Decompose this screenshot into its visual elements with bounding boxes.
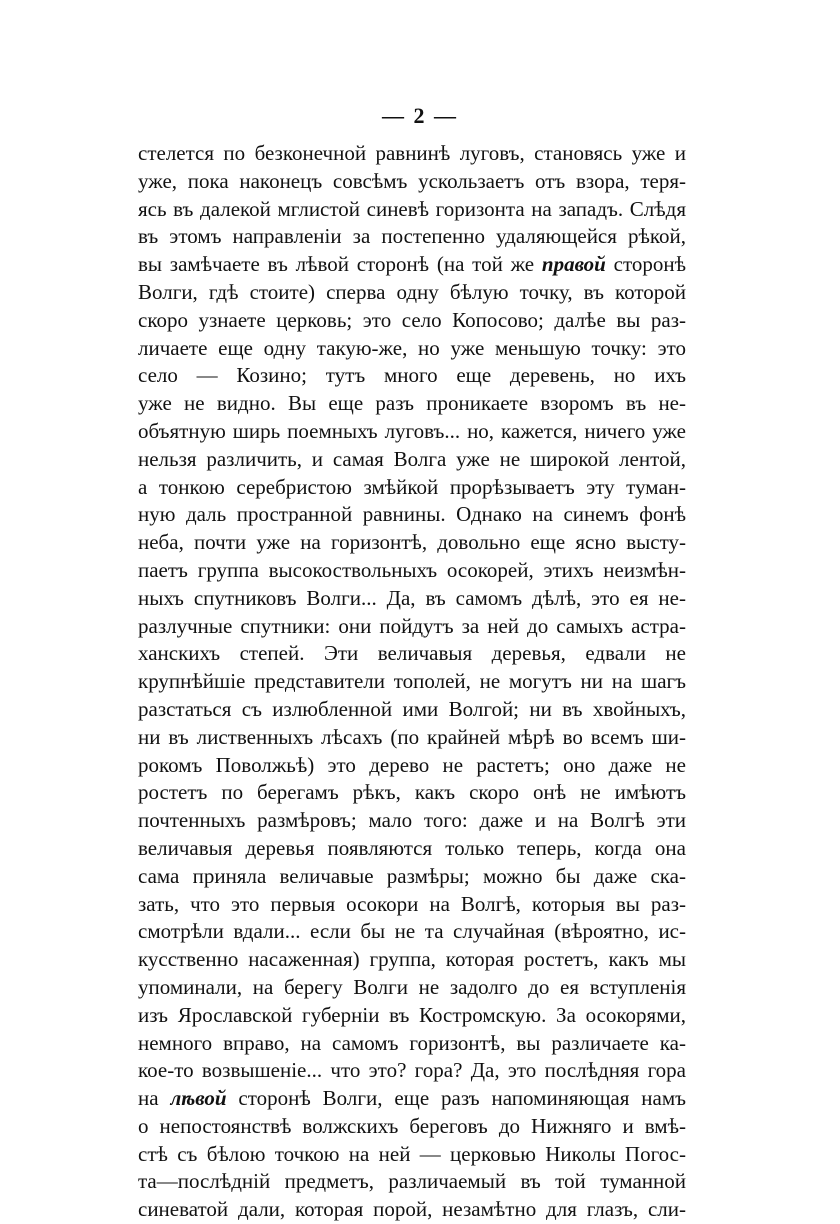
text-line: Волги, гдѣ стоите) сперва одну бѣлую точку, въ которой — [138, 279, 686, 304]
text-line: та—послѣдній предметъ, различаемый въ той туманной — [138, 1169, 686, 1194]
text-line: ную даль пространной равнины. Однако на синемъ фонѣ — [138, 502, 686, 527]
text-line: скоро узнаете церковь; это село Копосово; далѣе вы раз- — [138, 307, 686, 332]
text-line: разлучные спутники: они пойдутъ за ней до самыхъ астра- — [138, 613, 686, 638]
body-text — [138, 140, 686, 1224]
emphasized-word: правой — [541, 252, 606, 277]
text-line: сама приняла величавые размѣры; можно бы даже ска- — [138, 863, 686, 888]
text-line: разстаться съ излюбленной ими Волгой; ни въ хвойныхъ, — [138, 696, 686, 721]
text-line: величавыя деревья появляются только теперь, когда она — [138, 835, 686, 860]
text-line: паетъ группа высокоствольныхъ осокорей, этихъ неизмѣн- — [138, 557, 686, 582]
text-line: личаете еще одну такую-же, но уже меньшую точку: это — [138, 335, 686, 360]
text-line: зать, что это первыя осокори на Волгѣ, которыя вы раз- — [138, 891, 686, 916]
text-line: на лѣвой сторонѣ Волги, еще разъ напоминяющая намъ — [138, 1086, 687, 1111]
text-line: кое-то возвышеніе... что это? гора? Да, это послѣдняя гора — [138, 1058, 686, 1083]
text-line: кусственно насаженная) группа, которая ростетъ, какъ мы — [138, 947, 686, 972]
text-line: въ этомъ направленіи за постепенно удаляющейся рѣкой, — [138, 224, 686, 249]
text-line: немного вправо, на самомъ горизонтѣ, вы различаете ка- — [138, 1030, 686, 1055]
text-line: стѣ съ бѣлою точкою на ней — церковью Николы Погос- — [138, 1141, 686, 1166]
text-line: почтенныхъ размѣровъ; мало того: даже и на Волгѣ эти — [138, 808, 686, 833]
text-line: вы замѣчаете въ лѣвой сторонѣ (на той же правой сторонѣ — [138, 252, 686, 277]
text-line: рокомъ Поволжьѣ) это дерево не растетъ; оно даже не — [138, 752, 686, 777]
text-line: ясь въ далекой мглистой синевѣ горизонта на западъ. Слѣдя — [138, 196, 686, 221]
text-line: смотрѣли вдали... если бы не та случайная (вѣроятно, ис- — [138, 919, 686, 944]
text-line: изъ Ярославской губерніи въ Костромскую. За осокорями, — [138, 1002, 686, 1027]
text-line: объятную ширь поемныхъ луговъ... но, кажется, ничего уже — [138, 418, 686, 443]
page-number: — 2 — — [382, 103, 458, 128]
text-line: синеватой дали, которая порой, незамѣтно для глазъ, сли- — [138, 1197, 686, 1222]
text-line: уже не видно. Вы еще разъ проникаете взоромъ въ не- — [138, 391, 686, 416]
text-line: ныхъ спутниковъ Волги... Да, въ самомъ дѣлѣ, это ея не- — [138, 585, 686, 610]
text-line: уже, пока наконецъ совсѣмъ ускользаетъ отъ взора, теря- — [138, 168, 686, 193]
text-line: нельзя различить, и самая Волга уже не широкой лентой, — [138, 446, 686, 471]
text-line: неба, почти уже на горизонтѣ, довольно еще ясно высту- — [138, 530, 686, 555]
text-line: а тонкою серебристою змѣйкой прорѣзываетъ эту туман- — [138, 474, 686, 499]
text-line: ханскихъ степей. Эти величавыя деревья, едвали не — [138, 641, 686, 666]
emphasized-word: лѣвой — [170, 1086, 227, 1111]
text-line: ни въ лиственныхъ лѣсахъ (по крайней мѣрѣ во всемъ ши- — [138, 724, 686, 749]
text-line: упоминали, на берегу Волги не задолго до ея вступленія — [138, 974, 686, 999]
text-line: о непостоянствѣ волжскихъ береговъ до Нижняго и вмѣ- — [138, 1113, 686, 1138]
text-line: село — Козино; тутъ много еще деревень, но ихъ — [138, 363, 686, 388]
text-line: стелется по безконечной равнинѣ луговъ, становясь уже и — [138, 141, 686, 165]
text-line: крупнѣйшіе представители тополей, не могутъ ни на шагъ — [138, 669, 686, 694]
text-line: ростетъ по берегамъ рѣкъ, какъ скоро онѣ не имѣютъ — [138, 780, 686, 805]
